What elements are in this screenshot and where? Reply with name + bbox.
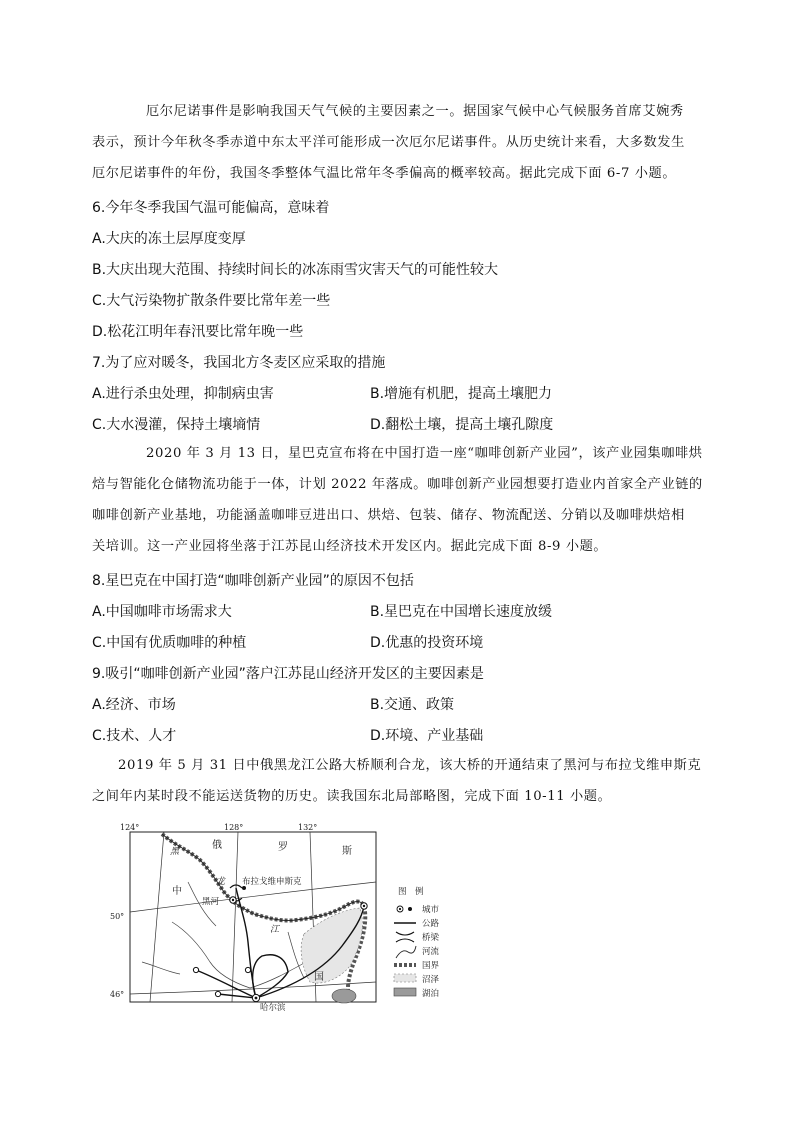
question-7-option-a[interactable]: A.进行杀虫处理，抑制病虫害	[92, 386, 274, 402]
legend-border-label: 国界	[422, 961, 440, 971]
question-8-stem: 8.星巴克在中国打造“咖啡创新产业园”的原因不包括	[92, 573, 414, 589]
question-6-stem: 6.今年冬季我国气温可能偏高，意味着	[92, 200, 330, 216]
legend-river-icon	[396, 946, 416, 958]
passage-elnino	[92, 96, 708, 189]
question-9-option-a[interactable]: A.经济、市场	[92, 697, 176, 713]
northeast-china-map	[92, 822, 462, 1014]
legend-highway-label: 公路	[422, 919, 440, 929]
passage-line: 表示，预计今年秋冬季赤道中东太平洋可能形成一次厄尔尼诺事件。从历史统计来看，大多数发生	[92, 135, 685, 150]
label-long: 龙	[216, 877, 226, 887]
passage-line: 2019 年 5 月 31 日中俄黑龙江公路大桥顺利合龙，该大桥的开通结束了黑河与布拉戈维申斯克	[118, 758, 702, 773]
question-6-option-d[interactable]: D.松花江明年春汛要比常年晚一些	[92, 324, 304, 340]
passage-bridge	[92, 750, 708, 812]
meridian-line	[232, 832, 238, 1002]
legend-lake-label: 湖泊	[422, 989, 440, 999]
passage-line: 咖啡创新产业基地，功能涵盖咖啡豆进出口、烘焙、包装、储存、物流配送、分销以及咖啡烘焙相	[92, 508, 685, 523]
legend-marsh-label: 沼泽	[422, 975, 440, 985]
passage-starbucks	[92, 438, 708, 562]
city-harbin	[252, 994, 259, 1001]
question-7-option-d[interactable]: D.翻松土壤，提高土壤孔隙度	[370, 417, 554, 433]
question-7-option-b[interactable]: B.增施有机肥，提高土壤肥力	[370, 386, 553, 402]
label-jiang: 江	[270, 925, 280, 935]
label-hei: 黑	[170, 847, 180, 857]
lat-label-46: 46°	[110, 990, 125, 999]
question-6-option-c[interactable]: C.大气污染物扩散条件要比常年差一些	[92, 293, 331, 309]
question-8-option-c[interactable]: C.中国有优质咖啡的种植	[92, 635, 247, 651]
label-harbin: 哈尔滨	[260, 1003, 286, 1013]
city-dot	[245, 967, 250, 972]
river-line	[142, 962, 180, 974]
label-guo: 国	[314, 972, 324, 983]
lake-shape	[332, 989, 356, 1003]
legend-marsh-icon	[394, 974, 416, 982]
question-9-stem: 9.吸引“咖啡创新产业园”落户江苏昆山经济开发区的主要因素是	[92, 666, 484, 682]
passage-line: 厄尔尼诺事件是影响我国天气气候的主要因素之一。据国家气候中心气候服务首席艾婉秀	[146, 104, 684, 119]
label-heihe: 黑河	[202, 897, 220, 907]
city-dot	[215, 991, 220, 996]
question-7-option-c[interactable]: C.大水漫灌，保持土壤墒情	[92, 417, 261, 433]
passage-line: 之间年内某时段不能运送货物的历史。读我国东北局部略图，完成下面 10-11 小题。	[92, 789, 612, 804]
city-dot	[361, 903, 367, 909]
lon-label-132: 132°	[298, 823, 318, 832]
city-heihe	[230, 897, 236, 903]
legend-lake-icon	[394, 988, 416, 996]
question-8-option-d[interactable]: D.优惠的投资环境	[370, 635, 484, 651]
lat-label-50: 50°	[110, 912, 125, 921]
legend-title: 图 例	[398, 887, 424, 897]
label-luo: 罗	[278, 842, 288, 853]
lon-label-128: 128°	[224, 823, 244, 832]
question-6-option-b[interactable]: B.大庆出现大范围、持续时间长的冰冻雨雪灾害天气的可能性较大	[92, 262, 499, 278]
question-6-option-a[interactable]: A.大庆的冻土层厚度变厚	[92, 231, 246, 247]
label-blagoveshchensk: 布拉戈维申斯克	[242, 877, 302, 887]
lon-label-124: 124°	[120, 823, 140, 832]
legend-city-icon	[397, 906, 412, 912]
question-9-option-d[interactable]: D.环境、产业基础	[370, 728, 484, 744]
passage-line: 2020 年 3 月 13 日，星巴克宣布将在中国打造一座“咖啡创新产业园”，该产业园集咖啡烘	[146, 446, 703, 461]
legend-bridge-label: 桥梁	[422, 933, 440, 943]
label-e: 俄	[212, 840, 222, 851]
label-si: 斯	[342, 846, 352, 857]
question-9-option-b[interactable]: B.交通、政策	[370, 697, 455, 713]
question-9-option-c[interactable]: C.技术、人才	[92, 728, 177, 744]
label-zhong: 中	[172, 886, 182, 897]
legend-bridge-icon	[396, 932, 414, 942]
passage-line: 厄尔尼诺事件的年份，我国冬季整体气温比常年冬季偏高的概率较高。据此完成下面 6-7 小题。	[92, 166, 677, 181]
legend-city-label: 城市	[422, 905, 440, 915]
river-line	[172, 922, 250, 988]
meridian-line	[150, 832, 164, 1002]
map-legend	[394, 886, 440, 999]
city-dot	[193, 967, 198, 972]
question-8-option-a[interactable]: A.中国咖啡市场需求大	[92, 604, 232, 620]
legend-river-label: 河流	[422, 947, 440, 957]
passage-line: 关培训。这一产业园将坐落于江苏昆山经济技术开发区内。据此完成下面 8-9 小题。	[92, 539, 608, 554]
passage-line: 焙与智能化仓储物流功能于一体，计划 2022 年落成。咖啡创新产业园想要打造业内首家全产业链的	[92, 477, 703, 492]
question-8-option-b[interactable]: B.星巴克在中国增长速度放缓	[370, 604, 553, 620]
question-7-stem: 7.为了应对暖冬，我国北方冬麦区应采取的措施	[92, 355, 386, 371]
